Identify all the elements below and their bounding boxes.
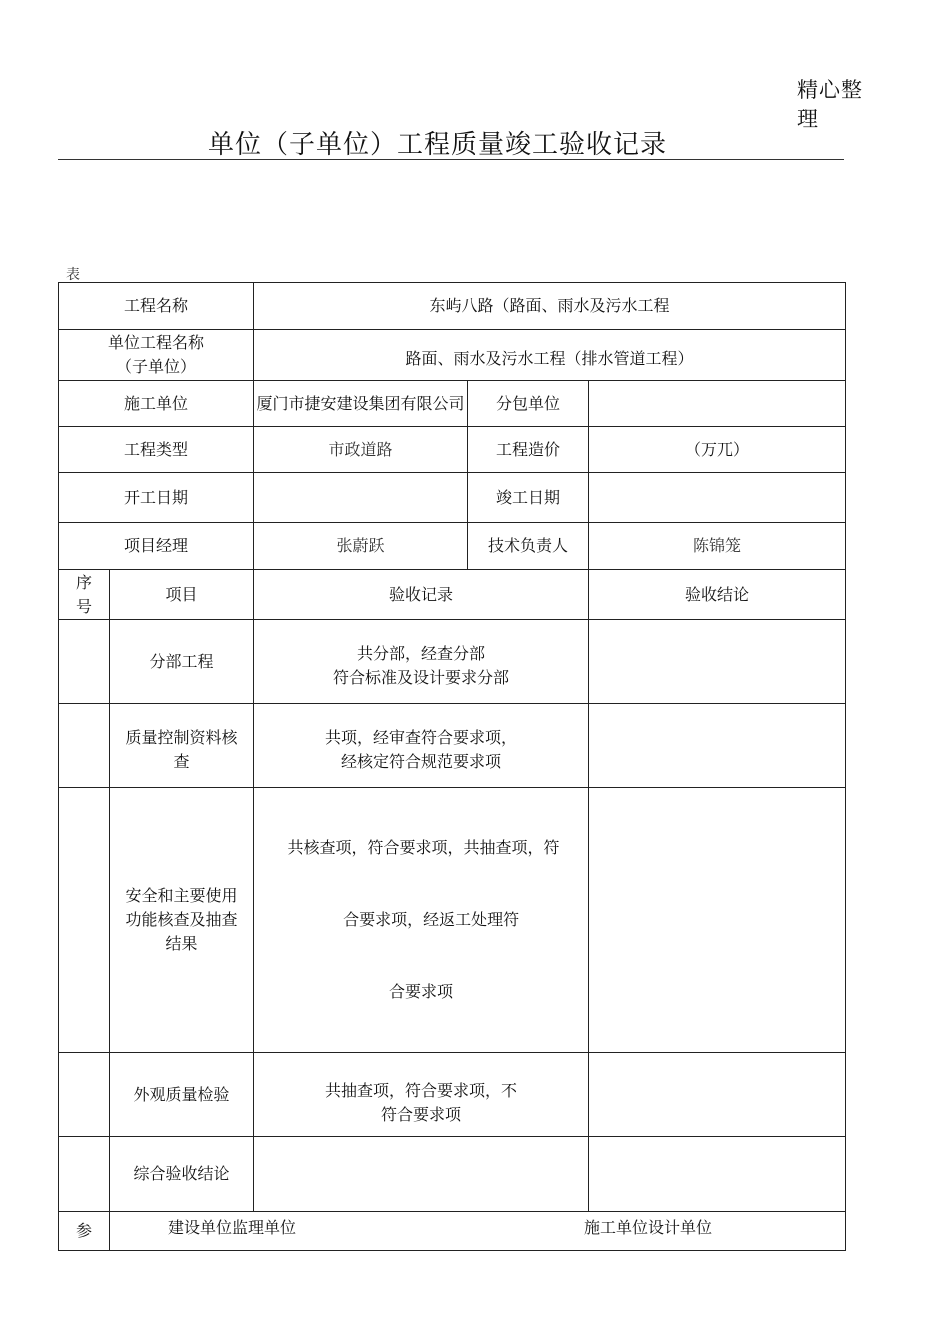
record-line: 共抽查项，符合要求项，不: [324, 1080, 517, 1100]
item-cell: [110, 1053, 254, 1137]
record-line: 符合标准及设计要求分部: [332, 667, 509, 687]
contractor-label: 施工单位: [59, 381, 254, 427]
table-row: [59, 788, 846, 1053]
completion-date-label: 竣工日期: [468, 473, 589, 523]
record-header: 验收记录: [254, 570, 589, 620]
item-cell: [110, 788, 254, 1053]
table-label: 表: [66, 267, 80, 283]
record-cell: [254, 620, 589, 704]
project-name-row: [59, 283, 846, 330]
item-cell: [110, 704, 254, 788]
item-cell: [110, 620, 254, 704]
item-header: 项目: [110, 570, 254, 620]
conclusion-cell: [589, 788, 846, 1053]
table-row: [59, 1137, 846, 1212]
item-line: 安全和主要使用: [125, 886, 238, 905]
item-line: 查: [173, 751, 190, 771]
item-line: 外观质量检验: [133, 1084, 230, 1104]
record-line: 合要求项: [388, 982, 453, 1001]
column-header-row: [59, 570, 846, 620]
technical-lead-label: 技术负责人: [468, 523, 589, 570]
record-line: 符合要求项: [380, 1104, 461, 1124]
unit-project-label-line-1: 单位工程名称: [107, 333, 204, 352]
conclusion-cell: [589, 1053, 846, 1137]
project-name-label: 工程名称: [59, 283, 254, 330]
record-line: 共核查项，符合要求项，共抽查项，符: [282, 838, 560, 857]
record-cell: [254, 1053, 589, 1137]
seq-header-line-1: 序: [75, 572, 92, 592]
record-line: 共项，经审查符合要求项，: [324, 727, 517, 747]
item-line: 结果: [165, 934, 198, 953]
seq-cell: [59, 620, 110, 704]
corner-note: 精心整理: [797, 78, 863, 131]
signoff-right-text: 施工单位设计单位: [584, 1217, 713, 1237]
record-cell: [254, 1137, 589, 1212]
start-date-value: [254, 473, 468, 523]
table-row: [59, 620, 846, 704]
conclusion-cell: [589, 704, 846, 788]
start-date-label: 开工日期: [59, 473, 254, 523]
project-type-label: 工程类型: [59, 427, 254, 473]
project-manager-label: 项目经理: [59, 523, 254, 570]
signoff-left-text: 建设单位监理单位: [168, 1217, 297, 1237]
subcontractor-value: [589, 381, 846, 427]
signoff-row: [59, 1212, 846, 1251]
signoff-cell: [110, 1212, 846, 1251]
project-name-value: 东屿八路（路面、雨水及污水工程: [254, 283, 846, 330]
unit-project-value: 路面、雨水及污水工程（排水管道工程）: [254, 330, 846, 381]
unit-project-label: [59, 330, 254, 381]
record-cell: [254, 704, 589, 788]
item-cell: [110, 1137, 254, 1212]
project-cost-value: （万兀）: [589, 427, 846, 473]
seq-header: [59, 570, 110, 620]
table-row: [59, 1053, 846, 1137]
conclusion-cell: [589, 1137, 846, 1212]
seq-cell: [59, 788, 110, 1053]
signoff-seq: 参: [59, 1212, 110, 1251]
project-type-row: [59, 427, 846, 473]
record-line: 共分部，经查分部: [356, 643, 485, 663]
conclusion-cell: [589, 620, 846, 704]
record-line: 合要求项，经返工处理符: [322, 910, 520, 929]
seq-cell: [59, 704, 110, 788]
project-manager-value: 张蔚跃: [254, 523, 468, 570]
item-line: 分部工程: [149, 651, 214, 671]
contractor-row: [59, 381, 846, 427]
item-line: 功能核查及抽查: [125, 910, 238, 929]
unit-project-row: [59, 330, 846, 381]
acceptance-record-table: [58, 282, 846, 1251]
record-line: 经核定符合规范要求项: [340, 751, 501, 771]
project-type-value: 市政道路: [254, 427, 468, 473]
conclusion-header: 验收结论: [589, 570, 846, 620]
item-line: 质量控制资料核: [125, 727, 238, 747]
seq-header-line-2: 号: [75, 596, 92, 616]
record-cell: [254, 788, 589, 1053]
seq-cell: [59, 1053, 110, 1137]
unit-project-label-line-2: （子单位）: [115, 357, 196, 376]
seq-cell: [59, 1137, 110, 1212]
dates-row: [59, 473, 846, 523]
contractor-value: 厦门市捷安建设集团有限公司: [254, 381, 468, 427]
technical-lead-value: 陈锦笼: [589, 523, 846, 570]
project-cost-label: 工程造价: [468, 427, 589, 473]
completion-date-value: [589, 473, 846, 523]
document-title-bar: [58, 128, 844, 160]
item-line: 综合验收结论: [133, 1164, 230, 1183]
document-title: 单位（子单位）工程质量竣工验收记录: [208, 130, 668, 160]
table-row: [59, 704, 846, 788]
subcontractor-label: 分包单位: [468, 381, 589, 427]
manager-row: [59, 523, 846, 570]
